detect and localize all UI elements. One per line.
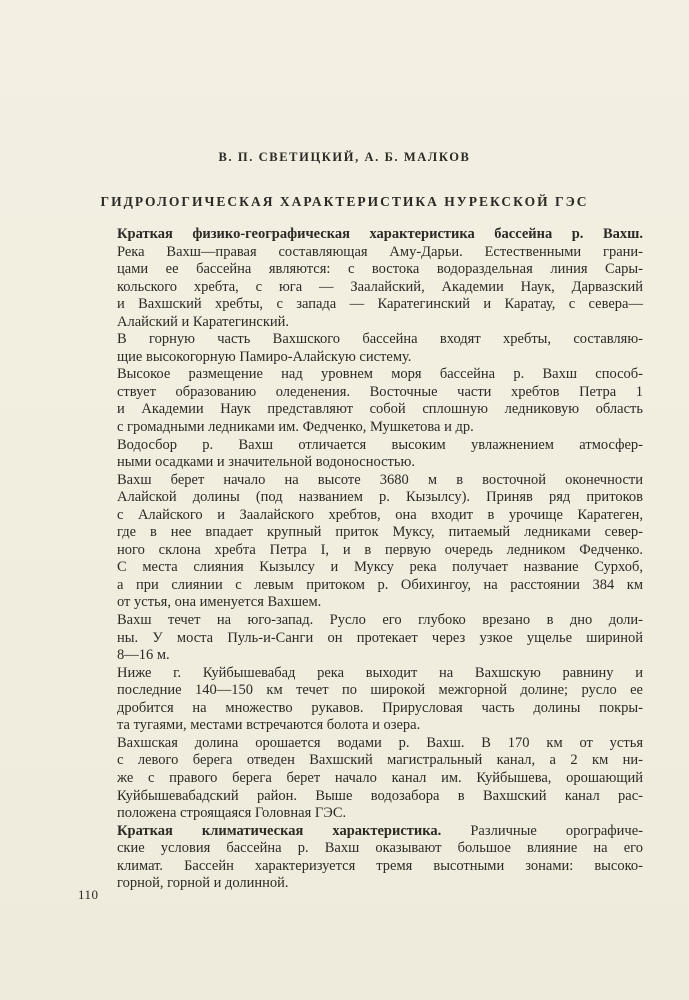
text-line: с Алайского и Заалайского хребтов, она входит в урочище Каратеген, — [117, 506, 643, 523]
text-line: Ниже г. Куйбышевабад река выходит на Вахшскую равнину и — [117, 664, 643, 681]
text-line: Куйбышевабадский район. Выше водозабора в Вахшский канал рас- — [117, 787, 643, 804]
text-line: Вахш течет на юго-запад. Русло его глубоко врезано в дно доли- — [117, 612, 643, 629]
text-line: ские условия бассейна р. Вахш оказывают большое влияние на его — [117, 840, 643, 857]
text-line: Водосбор р. Вахш отличается высоким увлажнением атмосфер- — [117, 436, 643, 453]
text-line: Высокое размещение над уровнем моря бассейна р. Вахш способ- — [117, 366, 643, 383]
subheading-climate: Краткая климатическая характеристика. — [117, 822, 442, 839]
text-line: ными осадками и значительной водоносностью. — [117, 454, 415, 471]
text-line: дробится на множество рукавов. Прирусловая часть долины покры- — [117, 699, 643, 716]
text-line: 8—16 м. — [117, 647, 170, 664]
text-line: же с правого берега берет начало канал им. Куйбышева, орошающий — [117, 769, 643, 786]
text-line: климат. Бассейн характеризуется тремя высотными зонами: высоко- — [117, 857, 643, 874]
text-line: щие высокогорную Памиро-Алайскую систему. — [117, 348, 412, 365]
text-line: где в нее впадает крупный приток Муксу, питаемый ледниками север- — [117, 524, 643, 541]
article-title: ГИДРОЛОГИЧЕСКАЯ ХАРАКТЕРИСТИКА НУРЕКСКОЙ ГЭС — [100, 194, 589, 209]
subheading-physgeo: Краткая физико-географическая характеристика бассейна р. Вахш. — [117, 226, 643, 242]
text-line: и Академии Наук представляют собой сплошную ледниковую область — [117, 401, 643, 418]
text-line: В горную часть Вахшского бассейна входят хребты, составляю- — [117, 331, 643, 348]
text-line: кольского хребта, с юга — Заалайский, Академии Наук, Дарвазский — [117, 278, 643, 295]
text-line: ного склона хребта Петра I, и в первую очередь ледником Федченко. — [117, 541, 643, 558]
article-body — [117, 226, 643, 893]
text-line: горной, горной и долинной. — [117, 875, 289, 892]
text-line: Алайский и Каратегинский. — [117, 313, 290, 330]
text-line: та тугаями, местами встречаются болота и озера. — [117, 717, 421, 734]
text-line: с громадными ледниками им. Федченко, Мушкетова и др. — [117, 419, 474, 436]
text-line: положена строящаяся Головная ГЭС. — [117, 805, 347, 822]
text-line: ствует образованию оледенения. Восточные части хребтов Петра 1 — [117, 383, 643, 400]
text-line: Вахшская долина орошается водами р. Вахш. В 170 км от устья — [117, 734, 643, 751]
text-line: С места слияния Кызылсу и Муксу река получает название Сурхоб, — [117, 559, 643, 576]
text-fragment: Различные орографиче- — [470, 822, 643, 839]
text-line: и Вахшский хребты, с запада — Каратегинский и Каратау, с севера— — [117, 296, 643, 313]
text-line: ны. У моста Пуль-и-Санги он протекает через узкое ущелье шириной — [117, 629, 643, 646]
text-line: Алайской долины (под названием р. Кызылсу). Приняв ряд притоков — [117, 489, 643, 506]
text-line: последние 140—150 км течет по широкой межгорной долине; русло ее — [117, 682, 643, 699]
text-line: Вахш берет начало на высоте 3680 м в восточной оконечности — [117, 471, 643, 488]
text-line: Река Вахш—правая составляющая Аму-Дарьи. Естественными грани- — [117, 243, 643, 260]
text-line: от устья, она именуется Вахшем. — [117, 594, 322, 611]
text-line-climate — [117, 823, 643, 841]
text-line: с левого берега отведен Вахшский магистральный канал, а 2 км ни- — [117, 752, 643, 769]
authors-line: В. П. СВЕТИЦКИЙ, А. Б. МАЛКОВ — [218, 150, 471, 164]
text-line: а при слиянии с левым притоком р. Обихингоу, на расстоянии 384 км — [117, 576, 643, 593]
page-number: 110 — [78, 887, 99, 902]
text-line: цами ее бассейна являются: с востока водораздельная линия Сары- — [117, 261, 643, 278]
